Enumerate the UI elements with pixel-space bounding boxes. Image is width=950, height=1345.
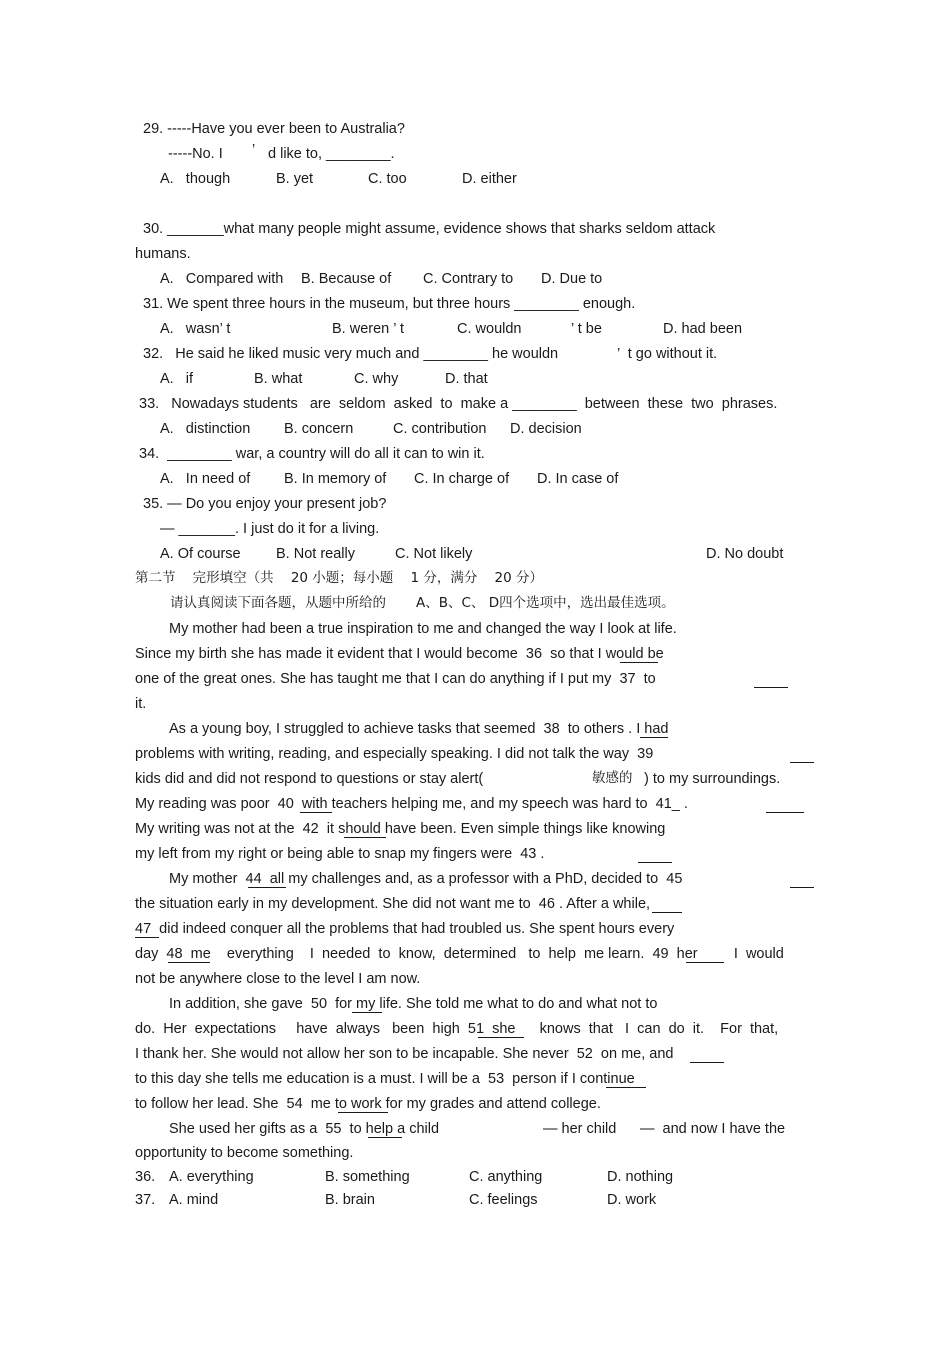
underline-help	[368, 1137, 402, 1138]
q34-option-c: C. In charge of	[414, 471, 510, 487]
q32-option-b: B. what	[254, 371, 303, 387]
passage-line-13: 47 did indeed conquer all the problems that had troubled us. She spent hours every	[135, 921, 675, 937]
passage-line-4: it.	[135, 696, 147, 712]
underline-while	[652, 912, 682, 913]
passage-line-1: My mother had been a true inspiration to me and changed the way I look at life.	[169, 621, 677, 637]
passage-line-22: opportunity to become something.	[135, 1145, 354, 1161]
passage-line-21-end: — and now I have the	[640, 1121, 786, 1137]
q31-stem: 31. We spent three hours in the museum, but three hours ________ enough.	[143, 296, 636, 312]
q29-apostrophe: ’	[252, 142, 256, 158]
underline-all	[248, 887, 286, 888]
underline-blank-45	[790, 887, 814, 888]
q30-option-d: D. Due to	[541, 271, 603, 287]
q32-option-d: D. that	[445, 371, 488, 387]
underline-with	[300, 812, 332, 813]
q34-option-b: B. In memory of	[284, 471, 387, 487]
q29-answer-a: -----No. I	[168, 146, 223, 162]
q36-option-d: D. nothing	[607, 1169, 674, 1185]
q32-option-c: C. why	[354, 371, 399, 387]
passage-line-7: kids did and did not respond to questions or stay alert(	[135, 771, 484, 787]
q33-option-d: D. decision	[510, 421, 582, 437]
q35-stem: 35. — Do you enjoy your present job?	[143, 496, 387, 512]
underline-to-work	[338, 1112, 388, 1113]
underline-48-me	[168, 962, 210, 963]
passage-line-17: do. Her expectations have always been high 51 she knows that I can do it. For that,	[135, 1021, 779, 1037]
passage-line-10: my left from my right or being able to snap my fingers were 43 .	[135, 846, 545, 862]
q36-option-c: C. anything	[469, 1169, 543, 1185]
q31-option-b: B. weren ’ t	[332, 321, 404, 337]
q33-stem: 33. Nowadays students are seldom asked to make a ________ between these two phrases.	[139, 396, 778, 412]
passage-line-9: My writing was not at the 42 it should have been. Even simple things like knowing	[135, 821, 666, 837]
q34-stem: 34. ________ war, a country will do all it can to win it.	[139, 446, 485, 462]
q29-stem: 29. -----Have you ever been to Australia?	[143, 121, 405, 137]
passage-line-18: I thank her. She would not allow her son to be incapable. She never 52 on me, and	[135, 1046, 674, 1062]
q35-option-c: C. Not likely	[395, 546, 473, 562]
q37-option-d: D. work	[607, 1192, 657, 1208]
q29-option-a: A. though	[160, 171, 231, 187]
q37-option-c: C. feelings	[469, 1192, 538, 1208]
q36-option-a: A. everything	[169, 1169, 254, 1185]
underline-47	[135, 937, 159, 938]
passage-line-15: not be anywhere close to the level I am now.	[135, 971, 421, 987]
q36-option-b: B. something	[325, 1169, 410, 1185]
q37-option-a: A. mind	[169, 1192, 219, 1208]
passage-line-5: As a young boy, I struggled to achieve tasks that seemed 38 to others . I had	[169, 721, 669, 737]
q31-option-c-end: ’ t be	[571, 321, 602, 337]
passage-line-21-mid: — her child	[543, 1121, 617, 1137]
q29-option-c: C. too	[368, 171, 407, 187]
passage-line-14: day 48 me everything I needed to know, determined to help me learn. 49 her I would	[135, 946, 784, 962]
q35-stem-answer: — _______. I just do it for a living.	[160, 521, 380, 537]
q29-option-d: D. either	[462, 171, 517, 187]
passage-line-7-end: ) to my surroundings.	[640, 771, 781, 787]
section-instruction: 请认真阅读下面各题，从题中所给的 A、B、C、 D四个选项中，选出最佳选项。	[170, 595, 675, 611]
passage-line-19: to this day she tells me education is a must. I will be a 53 person if I continue	[135, 1071, 635, 1087]
q30-stem: 30. _______what many people might assume, evidence shows that sharks seldom attack	[143, 221, 716, 237]
underline-continue	[606, 1087, 646, 1088]
underline-i-had	[640, 737, 668, 738]
passage-line-12: the situation early in my development. She did not want me to 46 . After a while,	[135, 896, 651, 912]
q29-answer-b: d like to, ________.	[268, 146, 395, 162]
underline-blank-41	[766, 812, 804, 813]
underline-51-she	[478, 1037, 524, 1038]
passage-line-20: to follow her lead. She 54 me to work for my grades and attend college.	[135, 1096, 601, 1112]
passage-line-11: My mother 44 all my challenges and, as a professor with a PhD, decided to 45	[169, 871, 683, 887]
q30-stem-cont: humans.	[135, 246, 191, 262]
q32-option-a: A. if	[160, 371, 194, 387]
passage-line-7-chinese: 敏感的	[592, 770, 633, 786]
q30-option-b: B. Because of	[301, 271, 392, 287]
q31-option-d: D. had been	[663, 321, 743, 337]
q34-option-a: A. In need of	[160, 471, 251, 487]
q33-option-c: C. contribution	[393, 421, 487, 437]
q36-number: 36.	[135, 1169, 156, 1185]
underline-would	[620, 662, 658, 663]
underline-blank-37	[754, 687, 788, 688]
underline-blank-43	[638, 862, 672, 863]
underline-should	[344, 837, 386, 838]
q35-option-b: B. Not really	[276, 546, 355, 562]
q37-number: 37.	[135, 1192, 156, 1208]
passage-line-21: She used her gifts as a 55 to help a child	[169, 1121, 440, 1137]
q30-option-c: C. Contrary to	[423, 271, 514, 287]
q30-option-a: A. Compared with	[160, 271, 284, 287]
passage-line-6: problems with writing, reading, and especially speaking. I did not talk the way 39	[135, 746, 654, 762]
q32-stem-end: ’ t go without it.	[617, 346, 718, 362]
q35-option-a: A. Of course	[160, 546, 241, 562]
q31-option-a: A. wasn’ t	[160, 321, 231, 337]
underline-my	[352, 1012, 382, 1013]
underline-49-her	[686, 962, 724, 963]
passage-line-16: In addition, she gave 50 for my life. She told me what to do and what not to	[169, 996, 658, 1012]
passage-line-8: My reading was poor 40 with teachers helping me, and my speech was hard to 41_ .	[135, 796, 688, 812]
q35-option-d: D. No doubt	[706, 546, 784, 562]
q33-option-b: B. concern	[284, 421, 354, 437]
passage-line-2: Since my birth she has made it evident that I would become 36 so that I would be	[135, 646, 664, 662]
section-title: 第二节 完形填空（共 20 小题；每小题 1 分，满分 20 分）	[135, 570, 543, 586]
q37-option-b: B. brain	[325, 1192, 375, 1208]
q32-stem: 32. He said he liked music very much and ________ he wouldn	[143, 346, 559, 362]
passage-line-3: one of the great ones. She has taught me that I can do anything if I put my 37 to	[135, 671, 656, 687]
underline-blank-39	[790, 762, 814, 763]
q33-option-a: A. distinction	[160, 421, 251, 437]
q29-option-b: B. yet	[276, 171, 314, 187]
q34-option-d: D. In case of	[537, 471, 619, 487]
q31-option-c: C. wouldn	[457, 321, 522, 337]
underline-blank-52	[690, 1062, 724, 1063]
